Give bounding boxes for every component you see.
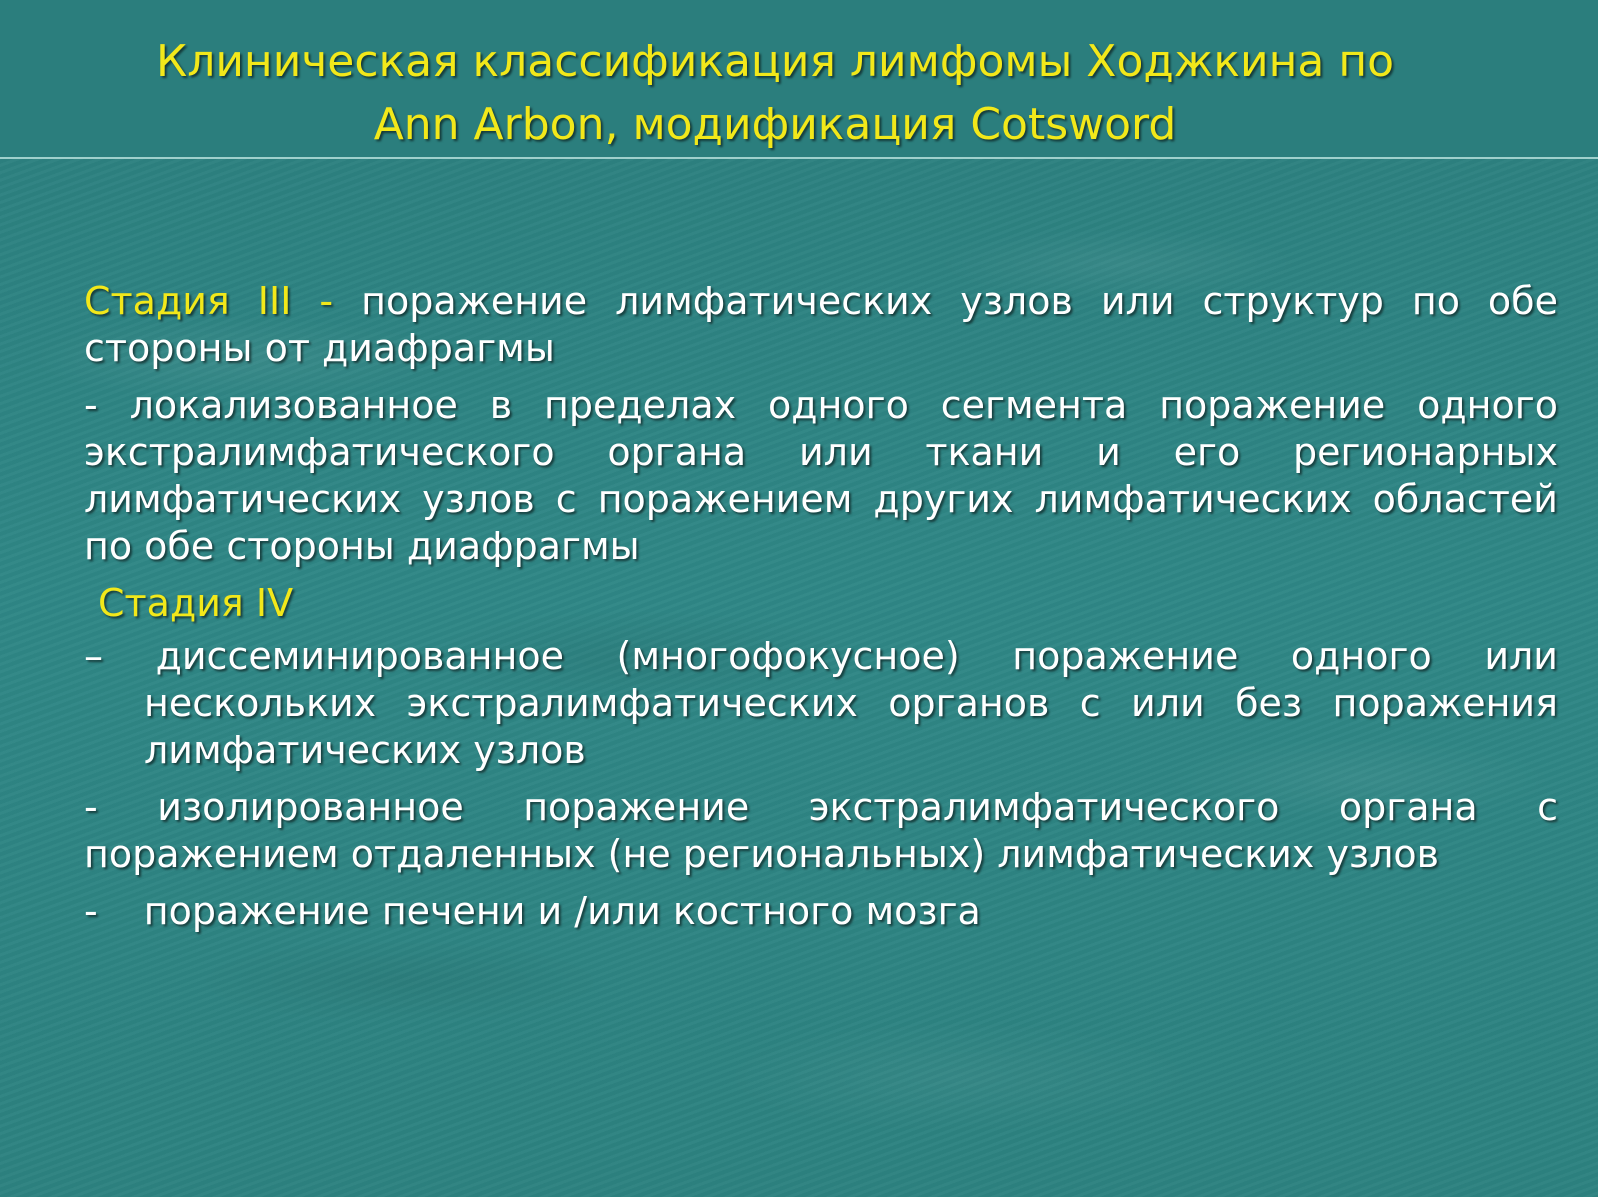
stage-3-text: поражение лимфатических узлов или структур по обе стороны от диафрагмы [84, 279, 1558, 370]
stage-4-item-1: – диссеминированное (многофокусное) поражение одного или нескольких экстралимфатических органов с или без поражения лимфатических узлов [84, 634, 1558, 772]
slide-body [84, 278, 1558, 935]
title-line-1: Клиническая классификация лимфомы Ходжкина по [155, 36, 1395, 87]
stage-4-label: Стадия IV [98, 581, 294, 625]
title-band [0, 0, 1598, 159]
stage-4-item-3 [84, 888, 1558, 935]
stage-4-item-3-dash: - [84, 889, 98, 933]
title-line-2: Ann Arbon, модификация Cotsword [373, 99, 1177, 150]
stage-3-item: - локализованное в пределах одного сегмента поражение одного экстралимфатического органа или ткани и его регионарных лимфатических узлов с поражением других лимфатических областей по обе стороны диафрагмы [84, 383, 1558, 568]
stage-3-paragraph [84, 278, 1558, 372]
stage-4-item-2: - изолированное поражение экстралимфатического органа с поражением отдаленных (не региональных) лимфатических узлов [84, 785, 1558, 876]
stage-4-item-3-text: поражение печени и /или костного мозга [143, 889, 981, 933]
slide-title [60, 30, 1490, 156]
stage-3-label: Стадия III - [84, 279, 334, 323]
